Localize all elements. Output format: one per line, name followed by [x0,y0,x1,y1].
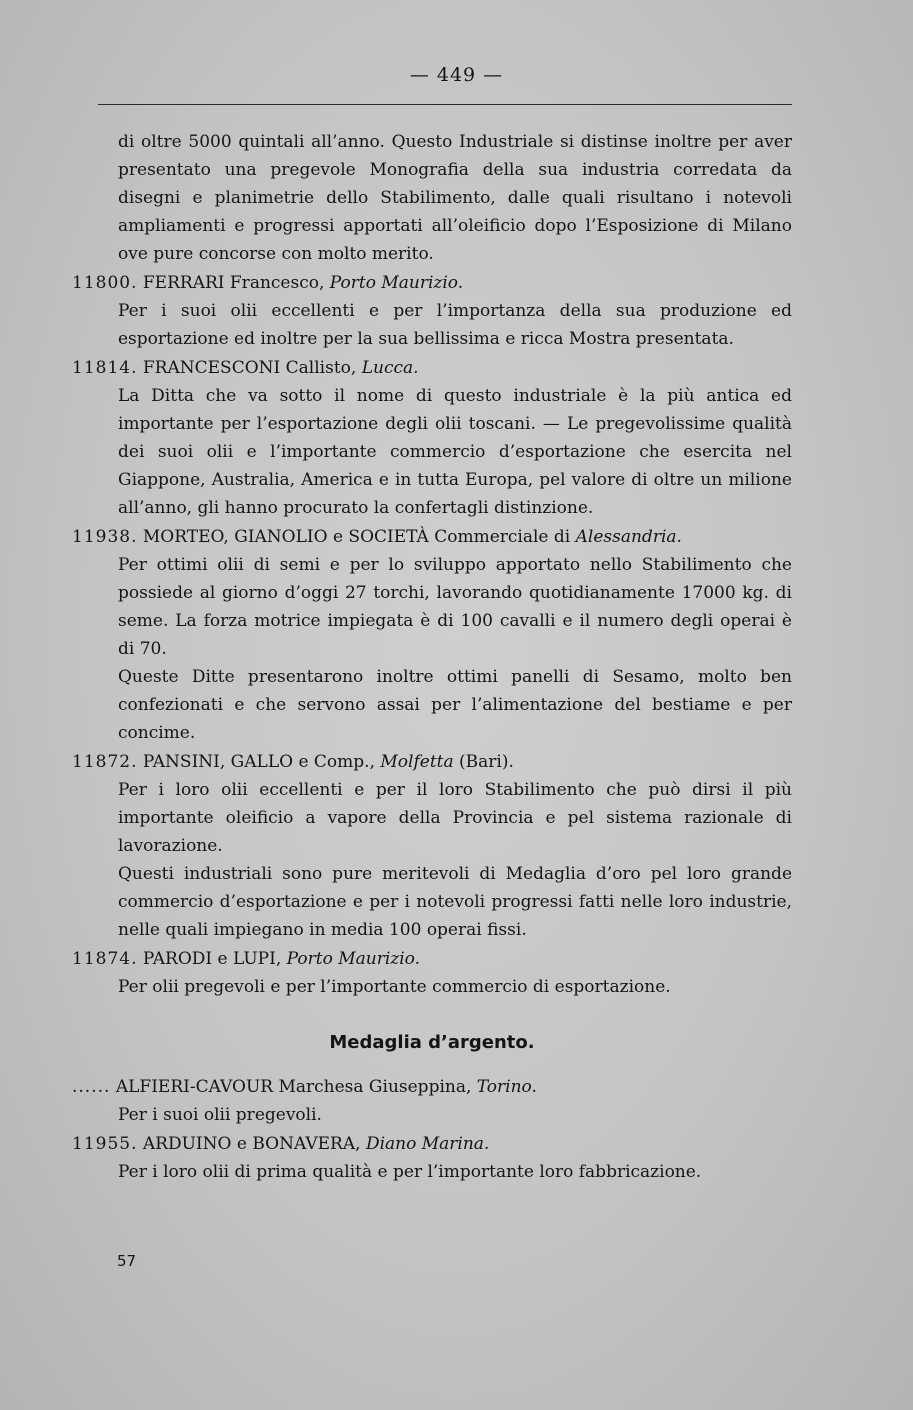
entry-place: Porto Maurizio. [329,273,464,293]
entry-name: FERRARI Francesco, [142,273,325,293]
entry-place: Torino. [476,1077,537,1097]
entry-heading [72,1130,792,1158]
entry-paragraph: Per i loro olii di prima qualità e per l’importante loro fabbricazione. [118,1162,702,1182]
entry-place-suffix: (Bari). [453,752,514,772]
entry-place: Porto Maurizio. [286,949,421,969]
entry-name: PANSINI, GALLO e Comp., [142,752,375,772]
entry-paragraph: Queste Ditte presentarono inoltre ottimi panelli di Sesamo, molto ben confezionati e che servono assai per l’alimentazione del bestiame e per concime. [118,667,792,743]
entry-name: MORTEO, GIANOLIO e SOCIETÀ Commerciale di [142,527,571,547]
entry-place: Lucca. [361,358,419,378]
entry [72,354,792,522]
entry [72,269,792,353]
entry-heading [72,523,792,551]
entry-heading [72,354,792,382]
entry-number: 11872. [72,752,138,772]
entry-number: ...... [72,1077,111,1097]
silver-entries [72,1073,792,1186]
section-title: Medaglia d’argento. [329,1032,535,1053]
page-number: — 449 — [409,64,504,86]
page-body [72,128,792,1186]
entry-place: Alessandria. [575,527,682,547]
entry-number: 11938. [72,527,138,547]
entry-number: 11800. [72,273,138,293]
entry-paragraph: Per olii pregevoli e per l’importante commercio di esportazione. [118,977,671,997]
entry-paragraph: Per i loro olii eccellenti e per il loro Stabilimento che può dirsi il più importante oleificio a vapore della Provincia e pel sistema razionale di lavorazione. [118,780,792,856]
opening-paragraph: di oltre 5000 quintali all’anno. Questo Industriale si distinse inoltre per aver presentato una pregevole Monografia della sua industria corredata da disegni e planimetrie dello Stabilimento, dalle quali risultano i notevoli ampliamenti e progressi apportati all’oleificio dopo l’Esposizione di Milano ove pure concorse con molto merito. [118,132,792,264]
entry-heading [72,1073,792,1101]
entry-place: Diano Marina. [365,1134,490,1154]
entry-place: Molfetta [380,752,454,772]
entry-paragraph: Per i suoi olii pregevoli. [118,1105,322,1125]
entry [72,1073,792,1129]
entry-name: FRANCESCONI Callisto, [142,358,357,378]
entry-heading [72,748,792,776]
entry-heading [72,269,792,297]
entry-name: ALFIERI-CAVOUR Marchesa Giuseppina, [115,1077,472,1097]
header-rule [98,104,792,105]
signature-mark: 57 [117,1252,137,1270]
entry-name: ARDUINO e BONAVERA, [142,1134,361,1154]
entry-paragraph: Per i suoi olii eccellenti e per l’importanza della sua produzione ed esportazione ed inoltre per la sua bellissima e ricca Mostra presentata. [118,301,792,349]
entry-paragraph: Questi industriali sono pure meritevoli di Medaglia d’oro pel loro grande commercio d’esportazione e per i notevoli progressi fatti nelle loro industrie, nelle quali impiegano in media 100 operai fissi. [118,864,792,940]
entry-heading [72,945,792,973]
entry-number: 11874. [72,949,138,969]
entry-paragraph: Per ottimi olii di semi e per lo sviluppo apportato nello Stabilimento che possiede al giorno d’oggi 27 torchi, lavorando quotidianamente 17000 kg. di seme. La forza motrice impiegata è di 100 cavalli e il numero degli operai è di 70. [118,555,792,659]
entry-paragraph: La Ditta che va sotto il nome di questo industriale è la più antica ed importante per l’esportazione degli olii toscani. — Le pregevolissime qualità dei suoi olii e l’importante commercio d’esportazione che esercita nel Giappone, Australia, America e in tutta Europa, pel valore di oltre un milione all’anno, gli hanno procurato la confertagli distinzione. [118,386,792,518]
entry-name: PARODI e LUPI, [142,949,282,969]
entry-number: 11814. [72,358,138,378]
entry [72,1130,792,1186]
entry-number: 11955. [72,1134,138,1154]
entry [72,523,792,747]
entry [72,945,792,1001]
entry [72,748,792,944]
gold-entries [72,269,792,1001]
